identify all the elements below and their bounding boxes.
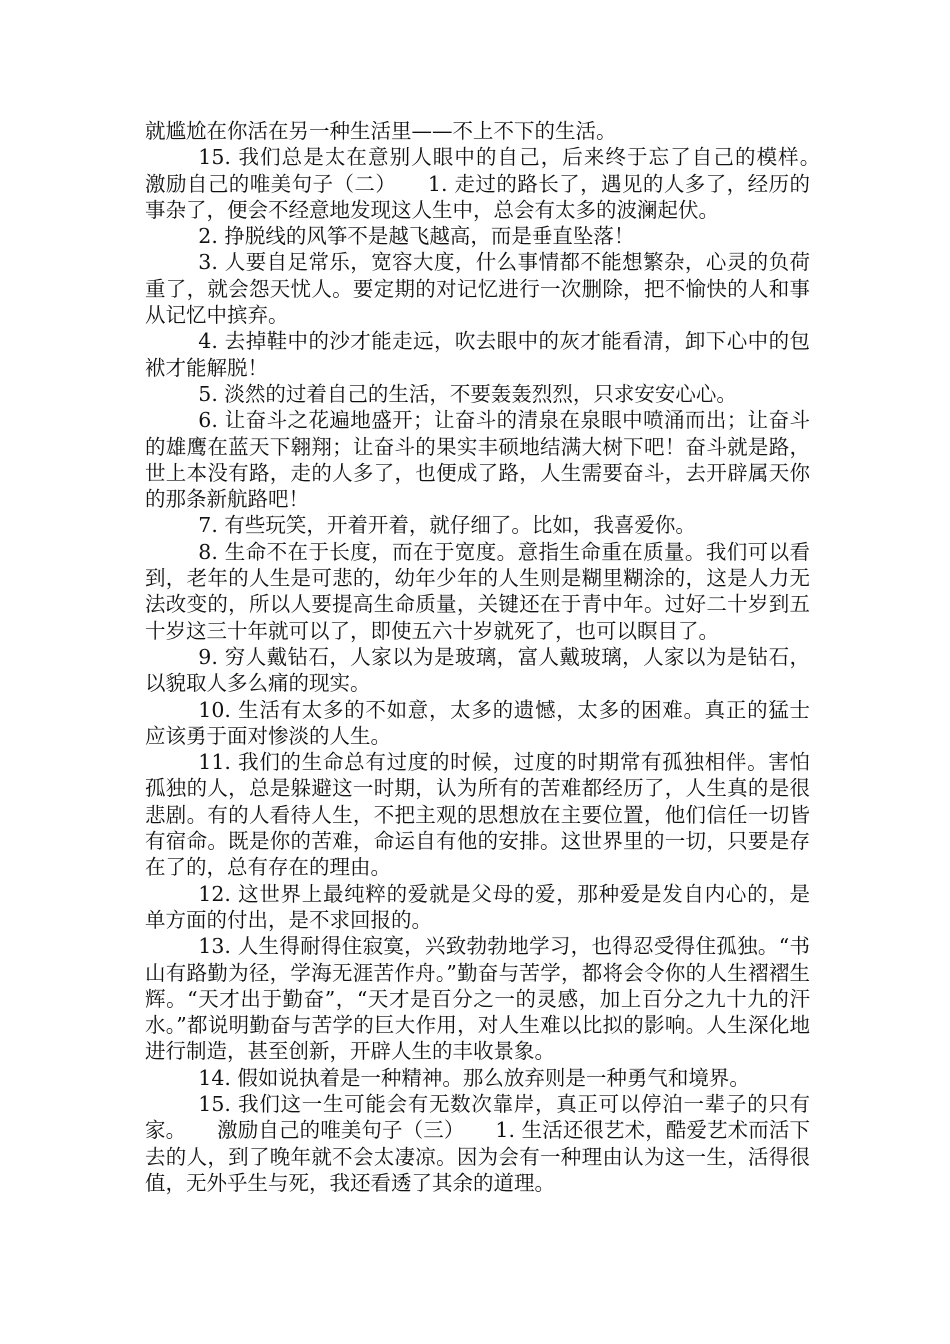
paragraph-0: 就尴尬在你活在另一种生活里——不上不下的生活。 bbox=[145, 119, 617, 143]
paragraph-8: 8. 生命不在于长度，而在于宽度。意指生命重在质量。我们可以看到，老年的人生是可悲的，幼年少年的人生则是糊里糊涂的，这是人力无法改变的，所以人要提高生命质量，关键还在于青中年。过好二十岁到五十岁这三十年就可以了，即使五六十岁就死了，也可以瞑目了。 bbox=[145, 539, 810, 643]
paragraph-1: 15. 我们总是太在意别人眼中的自己，后来终于忘了自己的模样。 激励自己的唯美句子（二） 1. 走过的路长了，遇见的人多了，经历的事杂了，便会不经意地发现这人生中，总会有太多的波澜起伏。 bbox=[145, 145, 851, 222]
paragraph-4: 4. 去掉鞋中的沙才能走远，吹去眼中的灰才能看清，卸下心中的包袱才能解脱！ bbox=[145, 329, 810, 380]
paragraph-9: 9. 穷人戴钻石，人家以为是玻璃，富人戴玻璃，人家以为是钻石，以貌取人多么痛的现实。 bbox=[145, 644, 810, 696]
paragraph-15: 15. 我们这一生可能会有无数次靠岸，真正可以停泊一辈子的只有家。 激励自己的唯美句子（三） 1. 生活还很艺术，酷爱艺术而活下去的人，到了晚年就不会太凄凉。因为会有一种理由认为这一生，活得很值，无外乎生与死，我还看透了其余的道理。 bbox=[145, 1091, 810, 1195]
paragraph-3: 3. 人要自足常乐，宽容大度，什么事情都不能想繁杂，心灵的负荷重了，就会怨天忧人。要定期的对记忆进行一次删除，把不愉快的人和事从记忆中摈弃。 bbox=[145, 250, 810, 328]
document-body bbox=[145, 118, 851, 1196]
paragraph-11: 11. 我们的生命总有过度的时候，过度的时期常有孤独相伴。害怕孤独的人，总是躲避这一时期，认为所有的苦难都经历了，人生真的是很悲剧。有的人看待人生，不把主观的思想放在主要位置，他们信任一切皆有宿命。既是你的苦难，命运自有他的安排。这世界里的一切，只要是存在了的，总有存在的理由。 bbox=[145, 750, 810, 880]
paragraph-13: 13. 人生得耐得住寂寞，兴致勃勃地学习，也得忍受得住孤独。“书山有路勤为径，学海无涯苦作舟。”勤奋与苦学，都将会令你的人生褶褶生辉。“天才出于勤奋”，“天才是百分之一的灵感，加上百分之九十九的汗水。”都说明勤奋与苦学的巨大作用，对人生难以比拟的影响。人生深化地进行制造，甚至创新，开辟人生的丰收景象。 bbox=[145, 934, 810, 1064]
paragraph-10: 10. 生活有太多的不如意，太多的遗憾，太多的困难。真正的猛士应该勇于面对惨淡的人生。 bbox=[145, 697, 810, 748]
paragraph-12: 12. 这世界上最纯粹的爱就是父母的爱，那种爱是发自内心的，是单方面的付出，是不求回报的。 bbox=[145, 881, 810, 932]
paragraph-6: 6. 让奋斗之花遍地盛开；让奋斗的清泉在泉眼中喷涌而出；让奋斗的雄鹰在蓝天下翱翔；让奋斗的果实丰硕地结满大树下吧！奋斗就是路，世上本没有路，走的人多了，也便成了路，人生需要奋斗，去开辟属天你的那条新航路吧！ bbox=[145, 408, 810, 512]
paragraph-14: 14. 假如说执着是一种精神。那么放弃则是一种勇气和境界。 bbox=[198, 1065, 750, 1090]
paragraph-7: 7. 有些玩笑，开着开着，就仔细了。比如，我喜爱你。 bbox=[198, 513, 696, 538]
paragraph-2: 2. 挣脱线的风筝不是越飞越高，而是垂直坠落！ bbox=[198, 224, 635, 249]
paragraph-5: 5. 淡然的过着自己的生活，不要轰轰烈烈，只求安安心心。 bbox=[198, 381, 737, 406]
